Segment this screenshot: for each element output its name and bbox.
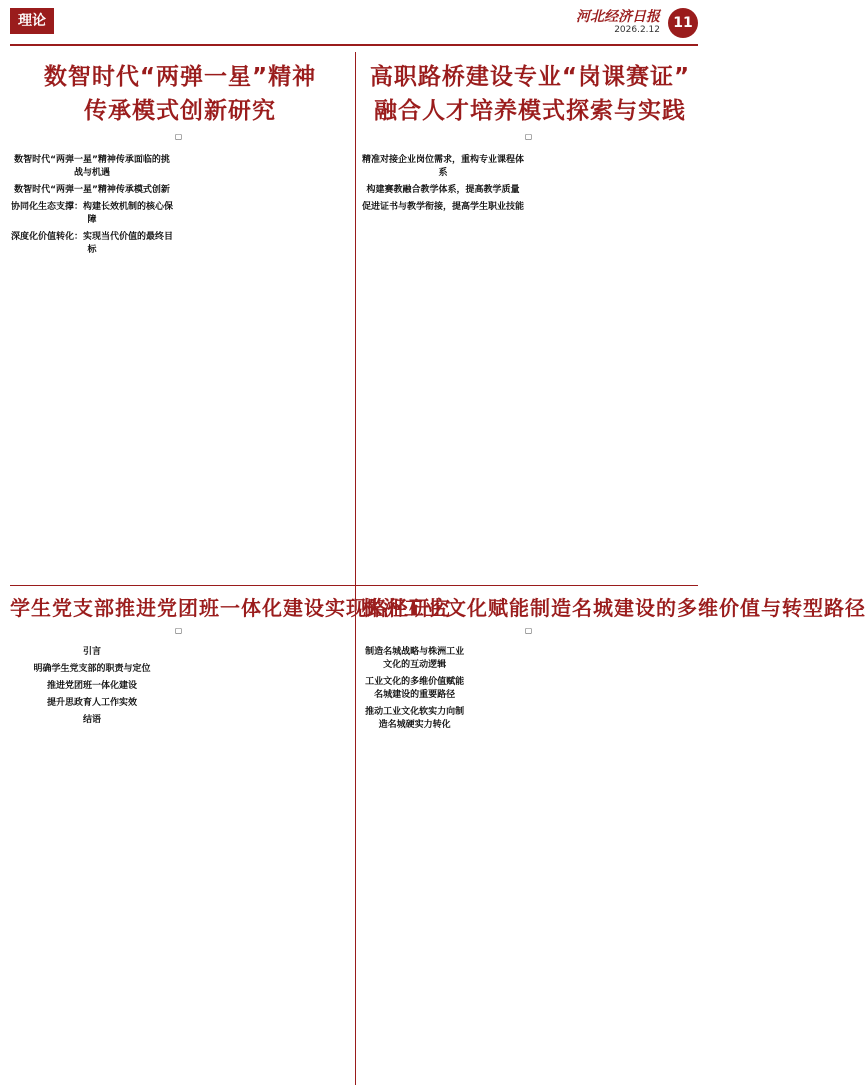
article-byline: [362, 626, 698, 636]
section-heading: 促进证书与教学衔接，提高学生职业技能: [362, 202, 525, 212]
section-heading: 深度化价值转化：实现当代价值的最终目标: [10, 232, 173, 255]
article-title: 株洲工业文化赋能制造名城建设的多维价值与转型路径: [362, 596, 866, 620]
section-tag: 理论: [10, 8, 54, 34]
section-heading: 推动工业文化软实力向制造名城硬实力转化: [365, 707, 465, 730]
column-divider: [355, 52, 356, 1085]
page-header: [0, 0, 708, 48]
row-divider: [10, 585, 698, 586]
section-heading: 推进党团班一体化建设: [46, 681, 137, 691]
article-body: [10, 642, 350, 1089]
article-title-line: 高职路桥建设专业“岗课赛证”: [369, 64, 691, 90]
section-heading: 制造名城战略与株洲工业文化的互动逻辑: [365, 647, 465, 670]
article-body: [362, 150, 698, 570]
section-heading: 构建赛教融合教学体系，提高教学质量: [366, 185, 520, 195]
article-byline: [362, 132, 698, 142]
article-title-line: 传承模式创新研究: [84, 98, 276, 124]
article-title: [362, 60, 698, 128]
section-heading: 数智时代“两弹一星”精神传承模式创新: [14, 185, 170, 195]
section-heading: 结语: [82, 715, 101, 725]
page-number-badge: 11: [668, 8, 698, 38]
issue-date: 2026.2.12: [614, 25, 660, 35]
article-body: [362, 642, 698, 1089]
section-heading: 工业文化的多维价值赋能名城建设的重要路径: [365, 677, 465, 700]
article-zhuzhou-industry: [362, 590, 866, 1085]
section-heading: 协同化生态支撑：构建长效机制的核心保障: [10, 202, 173, 225]
article-body: [10, 150, 350, 570]
section-heading: 数智时代“两弹一星”精神传承面临的挑战与机遇: [14, 155, 170, 178]
article-byline: [10, 626, 350, 636]
header-divider: [10, 44, 698, 46]
article-title-line: 数智时代“两弹一星”精神: [43, 64, 317, 90]
section-heading: 精准对接企业岗位需求，重构专业课程体系: [362, 155, 525, 178]
article-title: 学生党支部推进党团班一体化建设实现路径研究: [10, 596, 451, 620]
section-heading: 提升思政育人工作实效: [46, 698, 137, 708]
article-title-line: 融合人才培养模式探索与实践: [374, 98, 686, 124]
article-red-spirit: [10, 52, 350, 582]
article-byline: [10, 132, 350, 142]
newspaper-masthead: 河北经济日报: [576, 9, 660, 25]
section-heading: 引言: [82, 647, 101, 657]
article-highway-bridge: [362, 52, 698, 582]
article-title: [10, 60, 350, 128]
section-heading: 明确学生党支部的职责与定位: [33, 664, 151, 674]
